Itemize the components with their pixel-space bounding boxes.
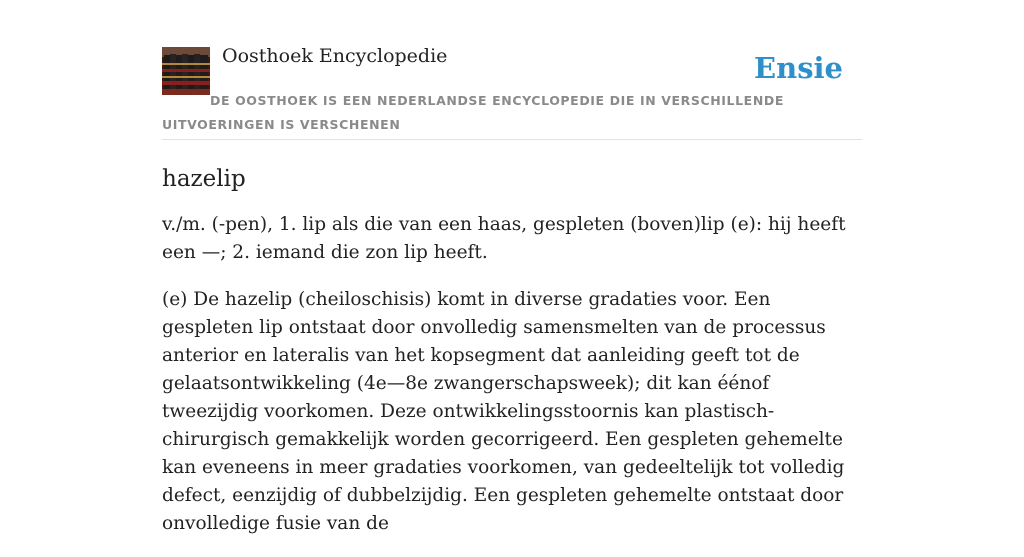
definition-paragraph: v./m. (-pen), 1. lip als die van een haas, gespleten (boven)lip (e): hij heeft een —; 2. iemand die zon lip heeft. [162,214,846,263]
encyclopedia-books-icon[interactable] [162,47,210,95]
brand-logo[interactable]: Ensie [754,51,843,85]
site-header [162,0,862,140]
site-title[interactable]: Oosthoek Encyclopedie [222,45,448,67]
article [162,162,862,557]
header-divider [162,139,862,140]
site-tagline: DE OOSTHOEK IS EEN NEDERLANDSE ENCYCLOPEDIE DIE IN VERSCHILLENDE UITVOERINGEN IS VERSCHENEN [162,93,784,132]
explanation-paragraph: (e) De hazelip (cheiloschisis) komt in diverse gradaties voor. Een gespleten lip ontstaat door onvolledig samensmelten van de processus anterior en lateralis van het kopsegment dat aanleiding geeft tot de gelaatsontwikkeling (4e—8e zwangerschapsweek); dit kan éénof tweezijdig voorkomen. Deze ontwikkelingsstoornis kan plastisch-chirurgisch gemakkelijk worden gecorrigeerd. Een gespleten gehemelte kan eveneens in meer gradaties voorkomen, van gedeeltelijk tot volledig defect, eenzijdig of dubbelzijdig. Een gespleten gehemelte ontstaat door onvolledige fusie van de [162,289,845,534]
entry-title: hazelip [162,166,246,192]
